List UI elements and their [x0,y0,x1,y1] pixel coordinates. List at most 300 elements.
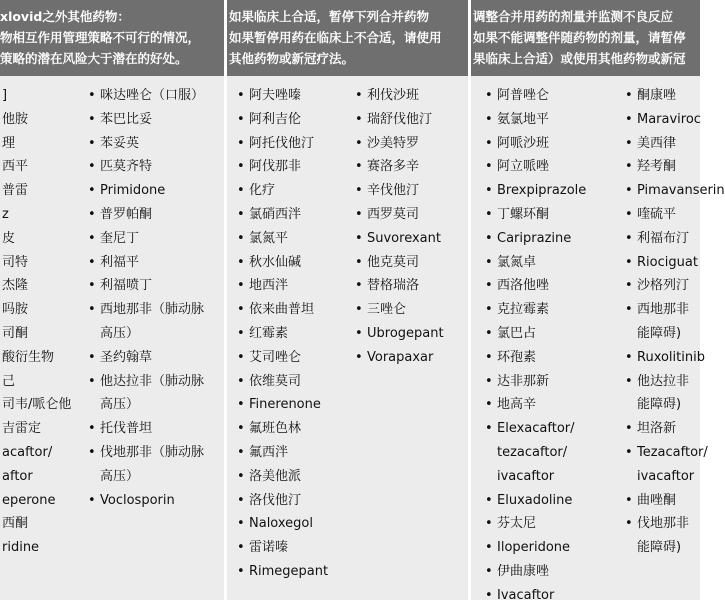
list-item [625,417,725,441]
drug-name: 普雷 [2,183,29,199]
list-item [625,132,725,156]
bullet-icon: • [88,206,96,222]
bullet-icon: • [237,444,245,460]
list-item [625,274,725,298]
drug-name: 西洛他唑 [497,278,550,294]
drug-list [88,84,204,512]
bullet-icon: • [237,111,245,127]
bullet-icon: • [625,444,633,460]
list-item [0,274,71,298]
list-item [485,346,586,370]
list-item [625,441,725,489]
drug-name: 替格瑞洛 [367,278,420,294]
bullet-icon: • [237,254,245,270]
drug-name: 西地那非（肺动脉 [100,302,205,318]
drug-name: 司酮 [2,325,29,341]
list-item [237,251,328,275]
list-item [88,132,204,156]
drug-name: 阿立哌唑 [497,159,550,175]
drug-name: 托伐普坦 [100,421,153,437]
drug-name: 环孢素 [497,349,537,365]
drug-name: 红霉素 [249,325,289,341]
bullet-icon: • [355,302,363,318]
drug-name: 达非那新 [497,373,550,389]
bullet-icon: • [88,421,96,437]
bullet-icon: • [485,88,493,103]
drug-name: 酮康唑 [637,88,677,103]
list-item [0,489,71,513]
bullet-icon: • [625,492,633,508]
list-item [237,132,328,156]
column-header [471,0,700,76]
list-item [485,84,586,108]
list-item [237,536,328,560]
list-item [485,298,586,322]
bullet-icon: • [88,254,96,270]
bullet-icon: • [88,373,96,389]
bullet-icon: • [485,421,493,437]
bullet-icon: • [88,492,96,508]
drug-name-continuation: 能障碍) [637,325,682,341]
bullet-icon: • [355,111,363,127]
drug-name: 西酮 [2,516,29,532]
list-item [0,251,71,275]
bullet-icon: • [485,302,493,318]
list-item [485,465,586,489]
list-item [625,227,725,251]
list-item [485,132,586,156]
list-item [355,227,444,251]
bullet-icon: • [88,230,96,246]
bullet-icon: • [355,278,363,294]
list-item [88,179,204,203]
bullet-icon: • [625,254,633,270]
list-item [0,370,71,394]
list-item [0,227,71,251]
drug-name: Vorapaxar [367,349,434,365]
column-body [471,76,725,603]
drug-name: 艾司唑仑 [249,349,302,365]
bullet-icon: • [355,254,363,270]
drug-name: 他胺 [2,111,29,127]
list-item [88,108,204,132]
drug-name: 坦洛新 [637,421,677,437]
drug-name: 阿伐那非 [249,159,302,175]
list-item [625,203,725,227]
list-item [355,179,444,203]
drug-name: 己 [2,373,16,389]
drug-name: 吉雷定 [2,421,42,437]
drug-name: 地高辛 [497,397,537,413]
bullet-icon: • [88,111,96,127]
drug-name: 赛洛多辛 [367,159,420,175]
bullet-icon: • [88,159,96,175]
bullet-icon: • [237,563,245,579]
list-item [485,536,586,560]
bullet-icon: • [88,183,96,199]
bullet-icon: • [625,206,633,222]
drug-list [625,84,725,560]
drug-name: 理 [2,135,16,151]
drug-name: 阿托伐他汀 [249,135,315,151]
bullet-icon: • [237,516,245,532]
drug-name: 沙美特罗 [367,135,420,151]
drug-name: 苯妥英 [100,135,140,151]
drug-name: Eluxadoline [497,492,573,508]
drug-name: 喹硫平 [637,206,677,222]
drug-name: 辛伐他汀 [367,183,420,199]
bullet-icon: • [485,516,493,532]
list-item [0,298,71,322]
list-item [355,203,444,227]
list-item [485,393,586,417]
bullet-icon: • [625,302,633,318]
column-header [0,0,224,76]
list-item [0,132,71,156]
drug-list [355,84,444,370]
list-item [625,179,725,203]
drug-name: 利福布汀 [637,230,690,246]
drug-name: Primidone [100,183,166,199]
drug-name: ivacaftor [497,468,555,484]
list-item [485,203,586,227]
list-item [88,417,204,441]
list-item [237,441,328,465]
list-item [237,370,328,394]
list-item [0,512,71,536]
drug-name: Pimavanserin [637,183,725,199]
bullet-icon: • [485,254,493,270]
drug-name: Voclosporin [100,492,175,508]
list-item [88,370,204,418]
drug-name: 氯氮卓 [497,254,537,270]
list-item [0,393,71,417]
bullet-icon: • [485,278,493,294]
header-line: 如果不能调整伴随药物的剂量，请暂停 [473,30,686,45]
drug-name: 利福平 [100,254,140,270]
drug-name: 利福喷丁 [100,278,153,294]
list-item [237,346,328,370]
drug-name: 氟西泮 [249,444,289,460]
drug-name: Riociguat [637,254,698,270]
bullet-icon: • [625,230,633,246]
list-item [88,274,204,298]
drug-name: 丁螺环酮 [497,206,550,222]
list-item [0,441,71,465]
list-item [237,155,328,179]
list-item [0,417,71,441]
drug-name: 洛伐他汀 [249,492,302,508]
bullet-icon: • [237,540,245,556]
list-item [88,251,204,275]
list-item [485,489,586,513]
drug-name: 氨氯地平 [497,111,550,127]
drug-name-continuation: tezacaftor/ [497,444,568,460]
drug-list [0,84,71,560]
list-item [355,298,444,322]
drug-name: 洛美他派 [249,468,302,484]
header-line: 其他药物或新冠疗法。 [229,51,355,66]
drug-name: 沙格列汀 [637,278,690,294]
bullet-icon: • [625,278,633,294]
drug-name: 三唑仑 [367,302,407,318]
bullet-icon: • [355,349,363,365]
list-item [88,346,204,370]
drug-name: 氯氮平 [249,230,289,246]
bullet-icon: • [485,349,493,365]
drug-name: 杰隆 [2,278,29,294]
list-item [88,227,204,251]
bullet-icon: • [625,373,633,389]
drug-name: Iloperidone [497,540,571,556]
bullet-icon: • [485,206,493,222]
bullet-icon: • [237,492,245,508]
drug-name: aftor [2,468,33,484]
bullet-icon: • [625,135,633,151]
list-item [485,179,586,203]
drug-name-continuation: 高压） [100,397,140,413]
bullet-icon: • [88,135,96,151]
header-line: 如果暂停用药在临床上不合适，请使用 [229,30,442,45]
bullet-icon: • [485,492,493,508]
list-item [625,370,725,418]
header-line: 策略的潜在风险大于潜在的好处。 [0,51,188,66]
drug-name: 曲唑酮 [637,492,677,508]
drug-name-continuation: 高压） [100,325,140,341]
bullet-icon: • [355,230,363,246]
bullet-icon: • [625,421,633,437]
header-line: 调整合并用药的剂量并监测不良反应 [473,9,674,24]
bullet-icon: • [237,88,245,103]
drug-name: Tezacaftor/ [637,444,708,460]
drug-name: 阿夫唑嗪 [249,88,302,103]
bullet-icon: • [625,183,633,199]
list-item [485,108,586,132]
column-body [0,76,224,600]
bullet-icon: • [355,206,363,222]
drug-name: 依来曲普坦 [249,302,315,318]
list-item [355,132,444,156]
drug-name: Suvorexant [367,230,441,246]
bullet-icon: • [485,230,493,246]
list-item [485,155,586,179]
list-item [625,251,725,275]
list-item [0,203,71,227]
list-item [88,441,204,489]
list-item [237,417,328,441]
drug-name: 氯巴占 [497,325,537,341]
bullet-icon: • [237,468,245,484]
bullet-icon: • [485,183,493,199]
drug-name: 普罗帕酮 [100,206,153,222]
list-item [237,227,328,251]
bullet-icon: • [355,159,363,175]
list-item [485,322,586,346]
list-item [237,298,328,322]
bullet-icon: • [237,206,245,222]
drug-name: 苯巴比妥 [100,111,153,127]
drug-name: 依维莫司 [249,373,302,389]
bullet-icon: • [355,183,363,199]
bullet-icon: • [355,135,363,151]
list-item [88,203,204,227]
bullet-icon: • [625,111,633,127]
drug-name: 他达拉非（肺动脉 [100,373,205,389]
list-item [237,84,328,108]
list-item [625,108,725,132]
list-item [0,536,71,560]
bullet-icon: • [485,135,493,151]
list-item [355,251,444,275]
list-item [0,155,71,179]
bullet-icon: • [88,349,96,365]
drug-name: 美西律 [637,135,677,151]
bullet-icon: • [237,183,245,199]
list-item [237,560,328,584]
column-body [227,76,468,600]
list-item [237,465,328,489]
list-item [625,346,725,370]
list-item [355,274,444,298]
bullet-icon: • [237,325,245,341]
bullet-icon: • [237,159,245,175]
list-item [355,346,444,370]
bullet-icon: • [88,88,96,103]
list-item [625,512,725,560]
list-item [485,417,586,465]
list-item [237,322,328,346]
drug-list [485,84,586,608]
bullet-icon: • [88,444,96,460]
drug-name: eperone [2,492,56,508]
column-pause-medication [227,0,468,600]
bullet-icon: • [237,302,245,318]
list-item [237,512,328,536]
list-item [485,560,586,584]
list-item [0,84,71,108]
list-item [237,203,328,227]
bullet-icon: • [625,88,633,103]
list-item [485,512,586,536]
column-adjust-dose [471,0,725,603]
drug-name: 伐地那非 [637,516,690,532]
list-item [485,227,586,251]
drug-name: 秋水仙碱 [249,254,302,270]
list-item [485,584,586,608]
drug-name: 西地那非 [637,302,690,318]
list-item [237,108,328,132]
list-item [625,489,725,513]
drug-name: 西平 [2,159,29,175]
list-item [355,108,444,132]
drug-name: 司韦/哌仑他 [2,397,72,413]
bullet-icon: • [485,397,493,413]
drug-name: Maraviroc [637,111,701,127]
drug-name: 圣约翰草 [100,349,153,365]
drug-name: 西罗莫司 [367,206,420,222]
drug-name: 司特 [2,254,29,270]
list-item [355,322,444,346]
drug-name: 吗胺 [2,302,29,318]
list-item [0,465,71,489]
list-item [625,298,725,346]
bullet-icon: • [237,421,245,437]
list-item [355,155,444,179]
list-item [88,489,204,513]
list-item [355,84,444,108]
bullet-icon: • [237,278,245,294]
bullet-icon: • [237,373,245,389]
list-item [485,370,586,394]
list-item [0,179,71,203]
bullet-icon: • [485,325,493,341]
drug-name: 阿哌沙班 [497,135,550,151]
drug-name: 氯硝西泮 [249,206,302,222]
drug-name: 伊曲康唑 [497,563,550,579]
drug-name: 克拉霉素 [497,302,550,318]
drug-name: 匹莫齐特 [100,159,153,175]
bullet-icon: • [237,135,245,151]
header-line: 果临床上合适）或使用其他药物或新冠 [473,51,686,66]
drug-name: 雷诺嗪 [249,540,289,556]
header-line: xlovid之外其他药物： [0,9,130,24]
bullet-icon: • [485,159,493,175]
header-line: 如果临床上合适，暂停下列合并药物 [229,9,430,24]
drug-name: 地西泮 [249,278,289,294]
drug-name: Ruxolitinib [637,349,705,365]
bullet-icon: • [88,278,96,294]
drug-name: ] [2,88,8,103]
list-item [237,393,328,417]
list-item [88,298,204,346]
drug-name-continuation: 高压） [100,468,140,484]
bullet-icon: • [485,563,493,579]
drug-list [237,84,328,584]
drug-name: 酸衍生物 [2,349,55,365]
bullet-icon: • [625,159,633,175]
column-header [227,0,468,76]
drug-name: Elexacaftor/ [497,421,575,437]
drug-name: Cariprazine [497,230,572,246]
list-item [0,108,71,132]
header-line: 物相互作用管理策略不可行的情况， [0,30,201,45]
bullet-icon: • [485,111,493,127]
drug-name: Rimegepant [249,563,329,579]
drug-name: 奎尼丁 [100,230,140,246]
drug-name-continuation: ivacaftor [637,468,695,484]
drug-name: 羟考酮 [637,159,677,175]
list-item [237,274,328,298]
list-item [485,251,586,275]
drug-name: 阿利吉伦 [249,111,302,127]
bullet-icon: • [485,373,493,389]
drug-name-continuation: 能障碍) [637,397,682,413]
drug-name-continuation: 能障碍) [637,540,682,556]
list-item [625,155,725,179]
bullet-icon: • [355,325,363,341]
list-item [0,346,71,370]
drug-name: 芬太尼 [497,516,537,532]
bullet-icon: • [485,587,493,603]
drug-name: z [2,206,9,222]
drug-name: 瑞舒伐他汀 [367,111,433,127]
drug-name: Ubrogepant [367,325,444,341]
drug-name: Brexpiprazole [497,183,587,199]
drug-name: Finerenone [249,397,321,413]
bullet-icon: • [625,349,633,365]
bullet-icon: • [237,230,245,246]
drug-name: Ivacaftor [497,587,555,603]
